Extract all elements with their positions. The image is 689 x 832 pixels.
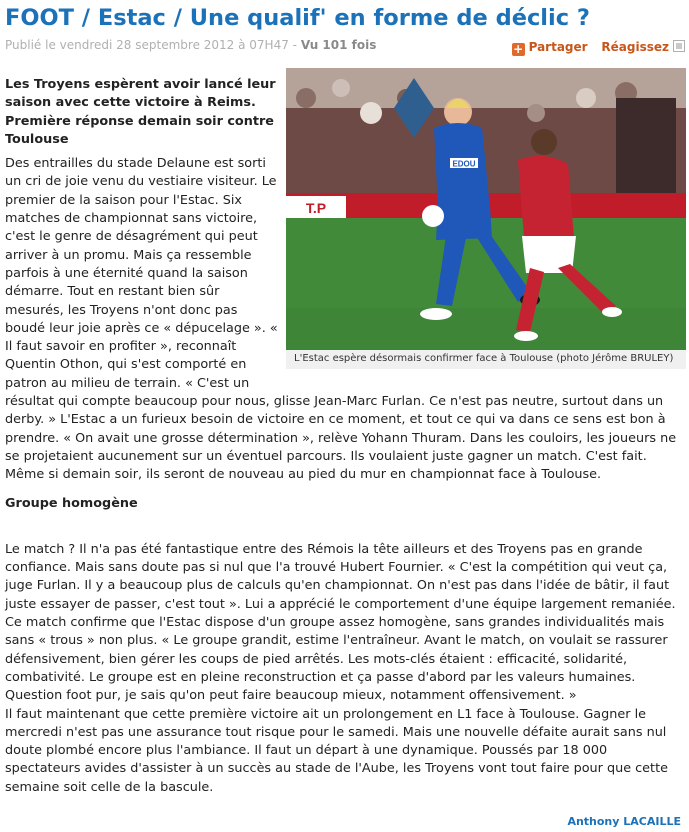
share-button[interactable] [512,40,588,54]
section-heading: Groupe homogène [5,495,138,511]
shirt-sponsor-text: EDOU [452,159,476,169]
article-body [5,76,686,797]
publish-date: Publié le vendredi 28 septembre 2012 à 07H47 [5,38,289,52]
react-button[interactable] [601,40,685,54]
plus-icon: + [513,42,524,56]
ad-board-text: T.P [305,200,327,216]
photo-caption: L'Estac espère désormais confirmer face à Toulouse (photo Jérôme BRULEY) [294,353,674,364]
article-paragraph-2: Le match ? Il n'a pas été fantastique entre des Rémois la tête ailleurs et des Troyens pas en grande confiance. Mais sans doute pas si nul que l'a trouvé Hubert Fournier. « C'est la compétition qui veut ça, juge Furlan. Il y a beaucoup plus de calculs qu'en championnat. On n'est pas dans l'idée de bâtir, il faut juste essayer de passer, c'est tout ». Lui a apprécié le comportement d'une équipe largement remaniée. Ce match confirme que l'Estac dispose d'un groupe assez homogène, sans grandes individualités mais sans « trous » non plus. « Le groupe grandit, estime l'entraîneur. Avant le match, on voulait se rassurer défensivement, bien gérer les coups de pied arrêtés. Les mots-clés étaient : efficacité, solidarité, combativité. Le groupe est en pleine reconstruction et ça passe d'abord par les valeurs humaines. Question foot pur, je sais qu'on peut faire beaucoup mieux, notamment offensivement. » [5,541,676,704]
article-lede: Les Troyens espèrent avoir lancé leur saison avec cette victoire à Reims. Première réponse demain soir contre Toulouse [5,77,276,147]
article-paragraph-1: Des entrailles du stade Delaune est sorti un cri de joie venu du vestiaire visiteur. Le premier de la saison pour l'Estac. Six matches de championnat sans victoire, c'est le genre de désagrément qui peut arriver à un promu. Mais ça ressemble parfois à une éternité quand la saison démarre. Tout en restant bien sûr mesurés, les Troyens n'ont donc pas boudé leur joie après ce « dépucelage ». « Il faut savoir en profiter », reconnaît Quentin Othon, qui s'est comporté en patron au milieu de terrain. « C'est un résultat qui compte beaucoup pour nous, glisse Jean-Marc Furlan. Ce n'est pas neutre, surtout dans un derby. » L'Estac a un furieux besoin de victoire en ce moment, et tout ce qui va dans ce sens est bon à prendre. « On avait une grosse détermination », relève Yohann Thuram. Dans les couloirs, les joueurs ne se projetaient aucunement sur un éventuel parcours. Ils voulaient juste gagner un match. C'est fait. Même si demain soir, ils seront de nouveau au pied du mur en championnat face à Toulouse. [5,156,677,483]
share-icon [673,40,685,52]
article-figure [286,68,686,369]
article-actions [502,40,685,56]
article-author[interactable]: Anthony LACAILLE [567,815,681,828]
article-paragraph-3: Il faut maintenant que cette première victoire ait un prolongement en L1 face à Toulouse. Gagner le mercredi n'est pas une assurance tout risque pour le samedi. Mais une nouvelle défaite aurait sans nul doute plombé encore plus l'ambiance. Il faut un départ à une dynamique. Poussés par 18 000 spectateurs avides d'assister à un succès au stade de l'Aube, les Troyens vont tout faire pour que cette semaine soit celle de la bascule. [5,706,668,795]
view-count: Vu 101 fois [300,38,377,52]
views-separator: - [288,38,301,52]
share-label: Partager [528,40,588,54]
match-photo[interactable] [286,68,686,350]
article-meta [5,38,376,52]
react-label: Réagissez [601,40,669,54]
article-title: FOOT / Estac / Une qualif' en forme de déclic ? [5,5,590,31]
